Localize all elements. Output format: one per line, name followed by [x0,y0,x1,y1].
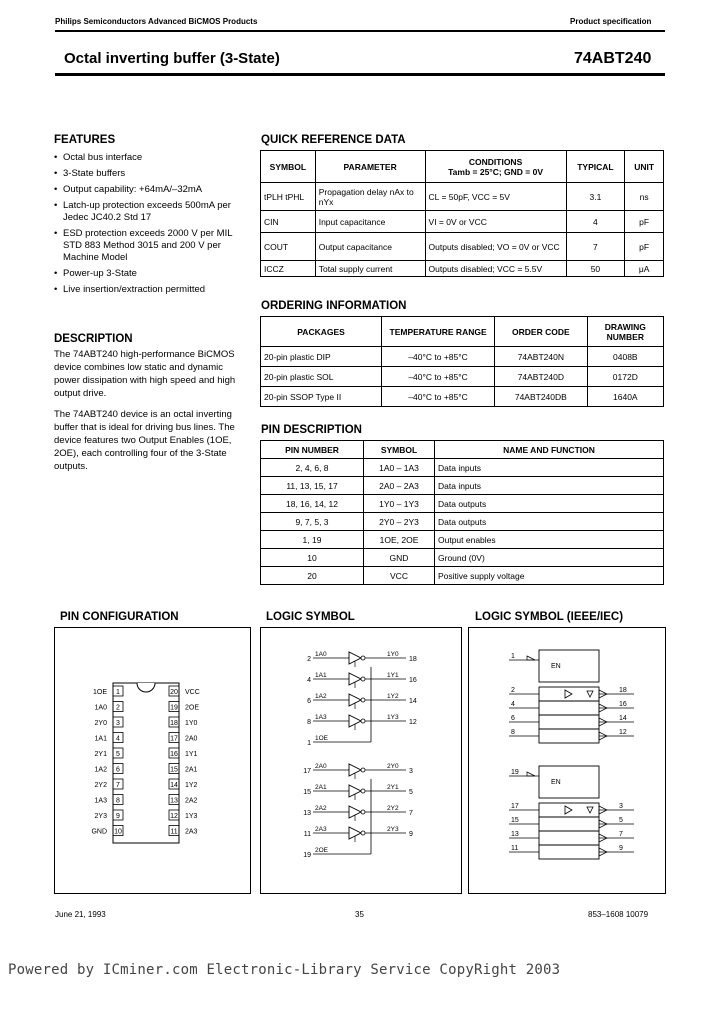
enable-block [539,650,599,682]
table-cell: 9, 7, 5, 3 [261,513,364,531]
pin-label: 1Y1 [185,751,198,758]
table-cell: 7 [566,233,625,261]
table-cell: 2Y0 – 2Y3 [364,513,435,531]
oe2-label: 2OE [315,847,329,854]
output-label: 1Y0 [387,651,399,658]
doc-type: Product specification [570,17,652,26]
table-cell: 2A0 – 2A3 [364,477,435,495]
input-pin-number: 17 [303,768,311,775]
output-label: 2Y0 [387,763,399,770]
inverter-bubble [361,810,365,814]
table-cell: pF [625,211,664,233]
table-row [261,459,664,477]
table-cell: 10 [261,549,364,567]
table-cell: 1640A [587,387,663,407]
table-cell: pF [625,233,664,261]
pin-label: GND [91,828,107,836]
buffer-cell [539,803,599,817]
table-cell: 3.1 [566,183,625,211]
footer-page: 35 [355,910,364,919]
pin-label: VCC [185,689,200,696]
part-number: 74ABT240 [574,50,652,67]
inverter-bubble [361,698,365,702]
right-pins [169,686,200,836]
footer-code: 853–1608 10079 [588,910,649,919]
pin-number: 13 [170,797,178,805]
col-header: PARAMETER [315,151,425,183]
input-label: 1A3 [315,714,327,721]
ieee-symbol-heading: LOGIC SYMBOL (IEEE/IEC) [475,611,624,623]
buffer-cell [539,845,599,859]
table-cell: ns [625,183,664,211]
ordering-table [260,316,664,407]
conditions-subheader: Tamb = 25°C; GND = 0V [448,166,544,177]
col-header: SYMBOL [364,441,435,459]
active-low-indicator [527,656,535,660]
page-title: Octal inverting buffer (3-State) [64,50,280,67]
logic-symbol-enables [303,667,371,859]
pin-number: 14 [170,782,178,789]
header-rule-top [55,30,665,32]
logic-symbol-diagram [261,628,461,893]
table-cell: Data inputs [435,459,664,477]
enable-pin-number: 19 [511,769,519,776]
table-cell: –40°C to +85°C [382,347,495,367]
table-cell: –40°C to +85°C [382,387,495,407]
col-header: DRAWING NUMBER [587,317,663,347]
output-pin-number: 18 [409,656,417,663]
pin-config-diagram [55,628,250,893]
table-header-row [261,441,664,459]
output-pin-number: 9 [409,831,413,838]
table-cell: 20-pin plastic DIP [261,347,382,367]
table-cell: GND [364,549,435,567]
pin-number: 10 [114,828,122,836]
input-label: 1A2 [315,693,327,700]
table-row [261,531,664,549]
pin-number: 15 [170,766,178,774]
pin-number: 7 [116,782,120,789]
inverter-bubble [361,789,365,793]
inverter-bubble [361,719,365,723]
pin-label: 1Y0 [185,720,198,727]
inverter-bubble [361,656,365,660]
table-row [261,567,664,585]
table-cell: 1, 19 [261,531,364,549]
pin-label: 1A0 [94,704,107,712]
pin-number: 17 [170,735,178,743]
feature-item: • Output capability: +64mA/–32mA [54,184,249,196]
pin-label: 1A3 [94,797,107,805]
left-pins [91,686,123,836]
qrd-heading: QUICK REFERENCE DATA [261,134,406,146]
input-label: 1A1 [315,672,327,679]
logic-symbol-heading: LOGIC SYMBOL [266,611,355,623]
pin-number: 6 [116,766,120,774]
col-header: UNIT [625,151,664,183]
table-cell: Total supply current [315,261,425,277]
table-row [261,387,664,407]
output-pin-number: 5 [619,817,623,824]
inverter-bubble [361,768,365,772]
active-low-indicator [527,772,535,776]
table-cell: 20 [261,567,364,585]
buffer-cell [539,817,599,831]
table-cell: 74ABT240D [495,367,588,387]
feature-item: • Power-up 3-State [54,268,249,280]
table-cell: 4 [566,211,625,233]
buffer-cell [539,701,599,715]
table-cell: 0408B [587,347,663,367]
ieee-symbol-box [468,627,666,894]
three-state-symbol [587,807,593,813]
input-pin-number: 4 [511,701,515,708]
output-label: 2Y3 [387,826,399,833]
input-label: 1A0 [315,651,327,658]
output-pin-number: 18 [619,687,627,694]
table-cell: Output capacitance [315,233,425,261]
pin-label: 1A1 [94,735,107,743]
table-cell: –40°C to +85°C [382,367,495,387]
output-pin-number: 5 [409,789,413,796]
table-cell: CL = 50pF, VCC = 5V [425,183,566,211]
table-row [261,367,664,387]
table-row [261,261,664,277]
output-label: 1Y2 [387,693,399,700]
output-pin-number: 3 [619,803,623,810]
description-p2: The 74ABT240 device is an octal inverting buffer that is ideal for driving bus lines. The device features two Output Enables (1OE, 2OE), each controlling four of the 3-State outputs. [54,409,235,472]
input-pin-number: 2 [307,656,311,663]
pin-label: 2Y0 [94,720,107,727]
inverter-bubble [361,831,365,835]
input-pin-number: 4 [307,677,311,684]
output-pin-number: 7 [619,831,623,838]
pin-number: 2 [116,704,120,712]
table-cell: Data inputs [435,477,664,495]
qrd-table [260,150,664,277]
output-label: 1Y1 [387,672,399,679]
powered-by-footer: Powered by ICminer.com Electronic-Library Service CopyRight 2003 [8,962,561,978]
pin-config-box [54,627,251,894]
table-row [261,211,664,233]
table-header-row [261,317,664,347]
pin-number: 19 [170,704,178,712]
ic-notch [137,683,155,692]
pin-number: 8 [116,797,120,805]
col-header: SYMBOL [261,151,316,183]
output-pin-number: 16 [619,701,627,708]
pin-label: 2A0 [185,735,198,743]
pin-number: 11 [170,828,178,836]
ordering-heading: ORDERING INFORMATION [261,300,407,312]
table-cell: Ground (0V) [435,549,664,567]
enable-label: EN [551,663,561,670]
table-cell: tPLH tPHL [261,183,316,211]
table-row [261,513,664,531]
enable-label: EN [551,779,561,786]
table-cell: Data outputs [435,513,664,531]
table-cell: 11, 13, 15, 17 [261,477,364,495]
col-header [425,151,566,183]
oe2-pin-number: 19 [303,852,311,859]
col-header: TEMPERATURE RANGE [382,317,495,347]
col-header: PACKAGES [261,317,382,347]
table-cell: COUT [261,233,316,261]
table-cell: Input capacitance [315,211,425,233]
table-row [261,183,664,211]
pin-desc-table [260,440,664,585]
col-header: TYPICAL [566,151,625,183]
input-label: 2A1 [315,784,327,791]
output-pin-number: 14 [409,698,417,705]
table-cell: 1A0 – 1A3 [364,459,435,477]
header-rule-bottom [55,73,665,76]
pin-label: 1Y2 [185,782,198,789]
input-label: 2A3 [315,826,327,833]
table-cell: Outputs disabled; VCC = 5.5V [425,261,566,277]
enable-pin-number: 1 [511,653,515,660]
pin-label: 2Y2 [94,782,107,789]
table-row [261,549,664,567]
enable-block [539,766,599,798]
inverter-bubble [361,677,365,681]
input-pin-number: 6 [307,698,311,705]
table-row [261,477,664,495]
ieee-symbol-diagram [469,628,665,893]
pin-label: 1OE [92,689,107,696]
table-cell: VCC [364,567,435,585]
buffer-cell [539,715,599,729]
input-pin-number: 15 [511,817,519,824]
pin-label: 2Y3 [94,813,107,820]
input-label: 2A2 [315,805,327,812]
footer-date: June 21, 1993 [55,910,106,919]
col-header: ORDER CODE [495,317,588,347]
table-cell: 20-pin SSOP Type II [261,387,382,407]
pin-number: 5 [116,751,120,758]
table-cell: 74ABT240N [495,347,588,367]
table-cell: ICCZ [261,261,316,277]
feature-item: • ESD protection exceeds 2000 V per MIL STD 883 Method 3015 and 200 V per Machine Model [54,228,249,264]
oe1-pin-number: 1 [307,740,311,747]
features-list [54,152,249,300]
feature-item: • 3-State buffers [54,168,249,180]
input-pin-number: 6 [511,715,515,722]
output-label: 2Y1 [387,784,399,791]
pin-number: 1 [116,689,120,696]
col-header: NAME AND FUNCTION [435,441,664,459]
feature-item: • Octal bus interface [54,152,249,164]
features-heading: FEATURES [54,134,116,146]
input-label: 2A0 [315,763,327,770]
table-row [261,495,664,513]
feature-item: • Live insertion/extraction permitted [54,284,249,296]
three-state-symbol [587,691,593,697]
table-cell: VI = 0V or VCC [425,211,566,233]
pin-label: 2Y1 [94,751,107,758]
pin-number: 9 [116,813,120,820]
table-cell: 50 [566,261,625,277]
output-label: 2Y2 [387,805,399,812]
ieee-blocks [509,650,634,859]
logic-symbol-box [260,627,462,894]
buffer-cell [539,831,599,845]
pin-config-heading: PIN CONFIGURATION [60,611,179,623]
pin-number: 20 [170,689,178,696]
input-pin-number: 8 [307,719,311,726]
table-cell: 18, 16, 14, 12 [261,495,364,513]
pin-label: 2A3 [185,828,198,836]
table-cell: Data outputs [435,495,664,513]
output-pin-number: 12 [619,729,627,736]
output-pin-number: 14 [619,715,627,722]
pin-number: 18 [170,720,178,727]
table-header-row [261,151,664,183]
table-cell: 1OE, 2OE [364,531,435,549]
output-pin-number: 16 [409,677,417,684]
feature-item: • Latch-up protection exceeds 500mA per Jedec JC40.2 Std 17 [54,200,249,224]
logic-symbol-buffers [303,651,417,842]
description-heading: DESCRIPTION [54,333,133,345]
table-cell: 2, 4, 6, 8 [261,459,364,477]
table-cell: CIN [261,211,316,233]
table-cell: μA [625,261,664,277]
pin-number: 16 [170,751,178,758]
output-pin-number: 12 [409,719,417,726]
input-pin-number: 13 [303,810,311,817]
buffer-symbol [565,806,572,814]
table-cell: 20-pin plastic SOL [261,367,382,387]
input-pin-number: 11 [303,831,311,838]
table-cell: 74ABT240DB [495,387,588,407]
oe1-label: 1OE [315,735,329,742]
output-pin-number: 9 [619,845,623,852]
table-cell: Propagation delay nAx to nYx [315,183,425,211]
input-pin-number: 13 [511,831,519,838]
pin-number: 3 [116,720,120,727]
input-pin-number: 2 [511,687,515,694]
input-pin-number: 15 [303,789,311,796]
buffer-cell [539,687,599,701]
table-cell: Positive supply voltage [435,567,664,585]
output-pin-number: 7 [409,810,413,817]
pin-label: 2OE [185,704,200,712]
pin-number: 12 [170,813,178,820]
table-row [261,233,664,261]
input-pin-number: 17 [511,803,519,810]
table-cell: 0172D [587,367,663,387]
table-cell: Output enables [435,531,664,549]
description-p1: The 74ABT240 high-performance BiCMOS device combines low static and dynamic power dissipation with high speed and high output drive. [54,349,236,399]
pin-label: 1A2 [94,766,107,774]
pin-number: 4 [116,735,120,743]
company-name: Philips Semiconductors Advanced BiCMOS Products [55,17,258,26]
input-pin-number: 8 [511,729,515,736]
table-cell: Outputs disabled; VO = 0V or VCC [425,233,566,261]
table-cell: 1Y0 – 1Y3 [364,495,435,513]
input-pin-number: 11 [511,845,519,852]
pin-label: 1Y3 [185,813,198,820]
pin-desc-heading: PIN DESCRIPTION [261,424,362,436]
conditions-header: CONDITIONS [468,156,523,167]
output-pin-number: 3 [409,768,413,775]
buffer-symbol [565,690,572,698]
output-label: 1Y3 [387,714,399,721]
buffer-cell [539,729,599,743]
pin-label: 2A2 [185,797,198,805]
col-header: PIN NUMBER [261,441,364,459]
pin-label: 2A1 [185,766,198,774]
table-row [261,347,664,367]
